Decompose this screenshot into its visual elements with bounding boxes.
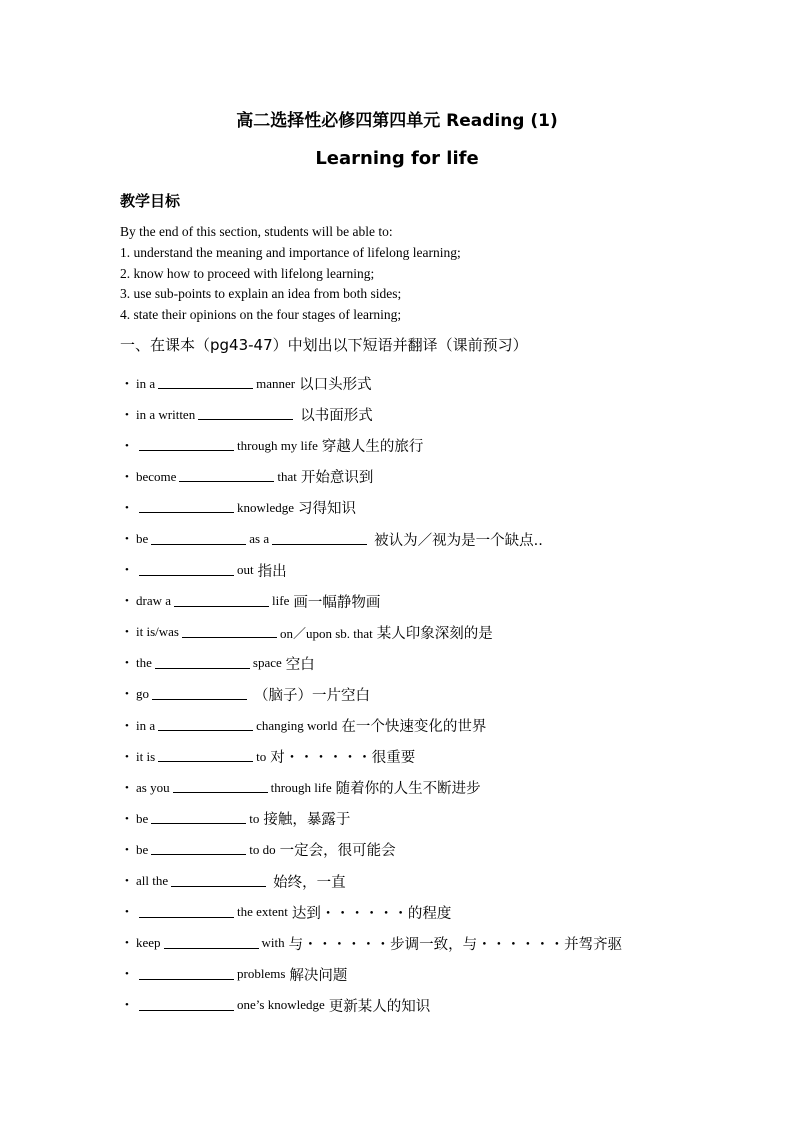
- phrase-text: in a: [136, 717, 156, 733]
- phrase-text: to do: [249, 841, 276, 857]
- phrase-translation: 以口头形式: [299, 377, 372, 394]
- phrase-text: to: [256, 748, 267, 764]
- phrase-translation: （脑子）一片空白: [254, 687, 370, 704]
- phrase-translation: 与・・・・・・步调一致，与・・・・・・并驾齐驱: [288, 936, 623, 953]
- fill-in-blank[interactable]: [139, 965, 234, 980]
- fill-in-blank[interactable]: [151, 530, 246, 545]
- phrase-item: [125, 399, 765, 430]
- phrase-text: be: [136, 841, 149, 857]
- bullet-icon: •: [125, 906, 129, 919]
- bullet-icon: •: [125, 470, 129, 483]
- objectives-heading: 教学目标: [120, 192, 181, 210]
- phrase-text: problems: [237, 966, 286, 982]
- bullet-icon: •: [125, 937, 129, 950]
- fill-in-blank[interactable]: [179, 467, 274, 482]
- phrase-text: go: [136, 686, 149, 702]
- bullet-icon: •: [125, 564, 129, 577]
- bullet-icon: •: [125, 968, 129, 981]
- phrase-translation: 习得知识: [298, 501, 357, 518]
- phrase-text: as a: [249, 531, 270, 547]
- phrase-item: [125, 834, 765, 865]
- document-subtitle: Learning for life: [315, 148, 479, 169]
- objective-line: 1. understand the meaning and importance of lifelong learning;: [120, 244, 461, 260]
- bullet-icon: •: [125, 595, 129, 608]
- phrase-translation: 解决问题: [289, 967, 348, 984]
- bullet-icon: •: [125, 439, 129, 452]
- fill-in-blank[interactable]: [182, 623, 277, 638]
- fill-in-blank[interactable]: [164, 934, 259, 949]
- phrase-text: space: [252, 655, 282, 671]
- phrase-translation: 达到・・・・・・的程度: [291, 905, 452, 922]
- phrase-text: through life: [270, 779, 332, 795]
- bullet-icon: •: [125, 501, 129, 514]
- bullet-icon: •: [125, 719, 129, 732]
- phrase-item: [125, 648, 765, 679]
- phrase-text: that: [277, 468, 297, 484]
- phrase-translation: 开始意识到: [300, 470, 374, 487]
- bullet-icon: •: [125, 377, 129, 390]
- phrase-text: draw a: [136, 593, 172, 609]
- objective-line: 2. know how to proceed with lifelong learning;: [120, 265, 375, 281]
- phrase-item: [125, 461, 765, 492]
- phrase-translation: 接触，暴露于: [263, 812, 351, 829]
- phrase-translation: 被认为／视为是一个缺点..: [374, 532, 543, 549]
- phrase-item: [125, 866, 765, 897]
- objective-line: 3. use sub-points to explain an idea from both sides;: [120, 286, 402, 302]
- fill-in-blank[interactable]: [272, 530, 367, 545]
- phrase-item: [125, 990, 765, 1021]
- fill-in-blank[interactable]: [139, 996, 234, 1011]
- document-title: 高二选择性必修四第四单元 Reading (1): [236, 111, 558, 131]
- phrase-item: [125, 928, 765, 959]
- phrase-translation: 空白: [285, 656, 315, 673]
- fill-in-blank[interactable]: [139, 561, 234, 576]
- phrase-translation: 在一个快速变化的世界: [341, 719, 487, 736]
- phrase-text: with: [261, 935, 285, 951]
- phrase-translation: 更新某人的知识: [328, 998, 431, 1015]
- task-heading: 一、在课本（pg43-47）中划出以下短语并翻译（课前预习）: [120, 336, 528, 354]
- phrase-text: the: [136, 655, 152, 671]
- fill-in-blank[interactable]: [139, 903, 234, 918]
- phrase-text: to: [249, 810, 260, 826]
- phrase-item: [125, 368, 765, 399]
- phrase-text: keep: [136, 935, 161, 951]
- objectives-list: [120, 222, 720, 326]
- fill-in-blank[interactable]: [174, 592, 269, 607]
- phrase-item: [125, 710, 765, 741]
- phrase-text: knowledge: [237, 499, 295, 515]
- phrase-item: [125, 897, 765, 928]
- phrase-text: be: [136, 810, 149, 826]
- phrase-item: [125, 741, 765, 772]
- fill-in-blank[interactable]: [152, 685, 247, 700]
- phrase-item: [125, 586, 765, 617]
- fill-in-blank[interactable]: [158, 716, 253, 731]
- fill-in-blank[interactable]: [139, 498, 234, 513]
- phrase-text: changing world: [256, 717, 338, 733]
- phrase-text: as you: [136, 779, 170, 795]
- bullet-icon: •: [125, 781, 129, 794]
- phrase-text: it is: [136, 748, 156, 764]
- fill-in-blank[interactable]: [198, 405, 293, 420]
- phrase-text: manner: [256, 375, 296, 391]
- objective-line: By the end of this section, students will be able to:: [120, 224, 393, 239]
- phrase-text: it is/was: [136, 624, 179, 640]
- phrase-item: [125, 523, 765, 554]
- phrase-translation: 指出: [257, 563, 287, 580]
- phrase-translation: 以书面形式: [300, 408, 373, 425]
- phrase-text: be: [136, 531, 149, 547]
- phrase-text: out: [237, 562, 254, 578]
- phrase-text: through my life: [237, 437, 318, 453]
- phrase-translation: 穿越人生的旅行: [321, 439, 424, 456]
- bullet-icon: •: [125, 812, 129, 825]
- phrase-item: [125, 430, 765, 461]
- phrase-item: [125, 959, 765, 990]
- fill-in-blank[interactable]: [173, 778, 268, 793]
- phrase-translation: 一定会，很可能会: [279, 843, 396, 860]
- bullet-icon: •: [125, 657, 129, 670]
- phrase-translation: 某人印象深刻的是: [376, 625, 493, 642]
- fill-in-blank[interactable]: [171, 872, 266, 887]
- bullet-icon: •: [125, 408, 129, 421]
- phrase-text: the extent: [237, 904, 288, 920]
- phrase-item: [125, 492, 765, 523]
- phrase-text: in a written: [136, 406, 196, 422]
- phrase-item: [125, 803, 765, 834]
- phrase-translation: 对・・・・・・很重要: [270, 750, 416, 767]
- phrase-list: [125, 368, 765, 1021]
- bullet-icon: •: [125, 843, 129, 856]
- phrase-text: become: [136, 468, 177, 484]
- phrase-text: all the: [136, 873, 169, 889]
- bullet-icon: •: [125, 533, 129, 546]
- bullet-icon: •: [125, 999, 129, 1012]
- bullet-icon: •: [125, 688, 129, 701]
- fill-in-blank[interactable]: [139, 436, 234, 451]
- phrase-item: [125, 617, 765, 648]
- fill-in-blank[interactable]: [158, 747, 253, 762]
- phrase-item: [125, 772, 765, 803]
- phrase-translation: 随着你的人生不断进步: [335, 781, 481, 798]
- phrase-text: in a: [136, 375, 156, 391]
- phrase-translation: 画一幅静物画: [293, 594, 381, 611]
- phrase-text: on／upon sb. that: [279, 625, 373, 641]
- phrase-item: [125, 679, 765, 710]
- fill-in-blank[interactable]: [158, 374, 253, 389]
- bullet-icon: •: [125, 750, 129, 763]
- fill-in-blank[interactable]: [151, 809, 246, 824]
- fill-in-blank[interactable]: [155, 654, 250, 669]
- objective-line: 4. state their opinions on the four stages of learning;: [120, 307, 402, 323]
- bullet-icon: •: [125, 875, 129, 888]
- fill-in-blank[interactable]: [151, 840, 246, 855]
- bullet-icon: •: [125, 626, 129, 639]
- phrase-text: life: [272, 593, 290, 609]
- phrase-translation: 始终，一直: [273, 874, 346, 891]
- phrase-item: [125, 555, 765, 586]
- phrase-text: one’s knowledge: [237, 997, 325, 1013]
